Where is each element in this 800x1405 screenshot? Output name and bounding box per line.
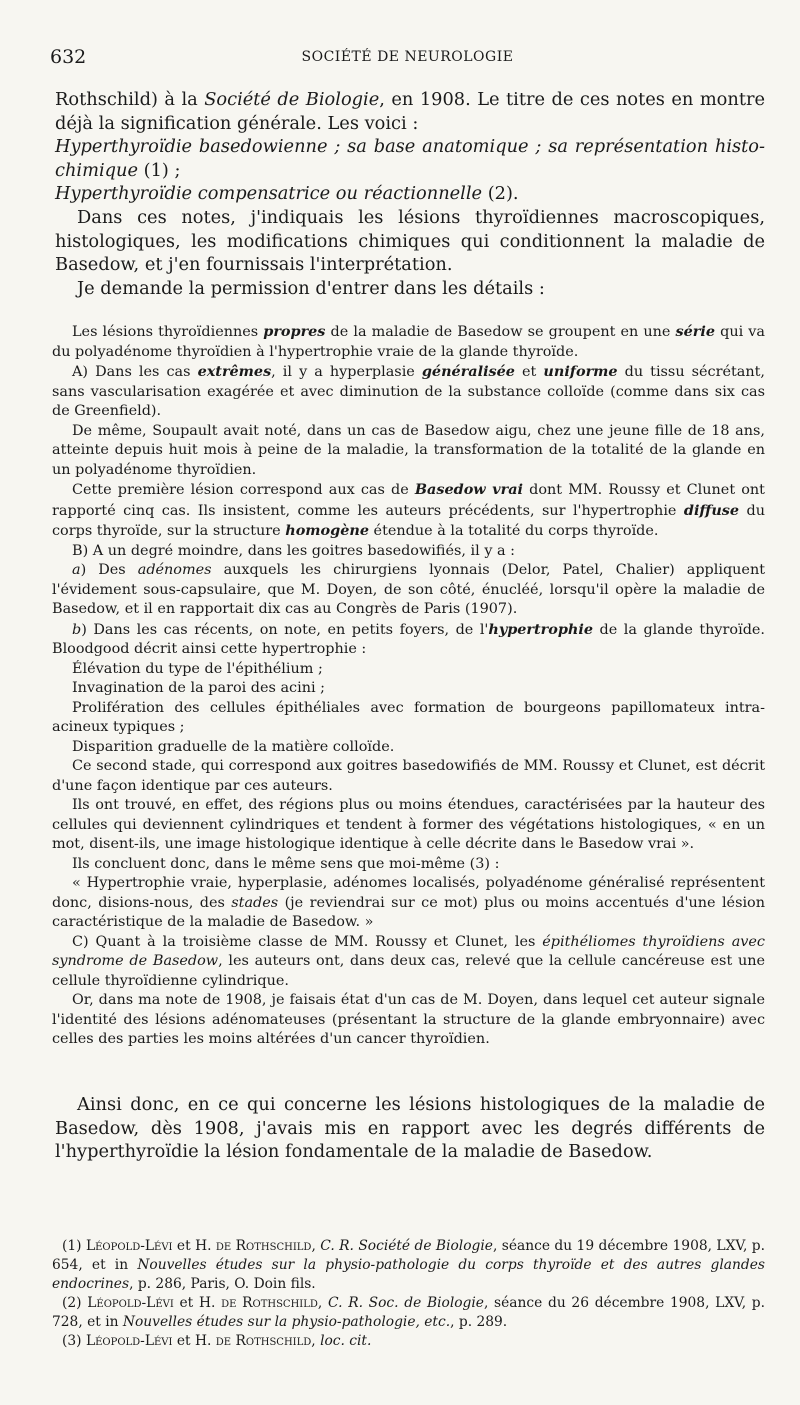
conclusion-text (55, 1093, 765, 1164)
running-title: SOCIÉTÉ DE NEUROLOGIE (301, 49, 514, 65)
paragraph: a) Des adénomes auxquels les chirurgiens lyonnais (Delor, Patel, Chalier) appliquent l'évidement sous-capsulaire, que M. Doyen, de son côté, énucléé, lorsqu'il opère la maladie de Basedow, et il en rapportait dix cas au Congrès de Paris (1907). (52, 562, 765, 617)
paragraph: Disparition graduelle de la matière colloïde. (72, 738, 395, 755)
paragraph: C) Quant à la troisième classe de MM. Roussy et Clunet, les épithéliomes thyroïdiens avec syndrome de Basedow, les auteurs ont, dans deux cas, relevé que la cellule cancéreuse est une cellule thyroïdienne cylindrique. (52, 933, 765, 989)
page-number: 632 (50, 46, 87, 68)
paragraph: Cette première lésion correspond aux cas de Basedow vrai dont MM. Roussy et Clunet ont rapporté cinq cas. Ils insistent, comme les auteurs précédents, sur l'hypertrophie diffuse du corps thyroïde, sur la structure homogène étendue à la totalité du corps thyroïde. (52, 481, 765, 539)
paragraph: Ils concluent donc, dans le même sens que moi-même (3) : (72, 855, 500, 872)
intro-text (55, 88, 765, 300)
paragraph: Hyperthyroïdie basedowienne ; sa base anatomique ; sa représentation histo-chimique (1) ; (55, 136, 765, 181)
paragraph: A) Dans les cas extrêmes, il y a hyperplasie généralisée et uniforme du tissu sécrétant, sans vascularisation exagérée et avec diminution de la substance colloïde (comme dans six cas de Greenfield). (52, 363, 765, 419)
paragraph: Je demande la permission d'entrer dans les détails : (77, 277, 545, 299)
paragraph: « Hypertrophie vraie, hyperplasie, adénomes localisés, polyadénome généralisé représentent donc, disions-nous, des stades (je reviendrai sur ce mot) plus ou moins accentués d'une lésion caractéristique de la maladie de Basedow. » (52, 875, 765, 930)
paragraph: Or, dans ma note de 1908, je faisais état d'un cas de M. Doyen, dans lequel cet auteur signale l'identité des lésions adénomateuses (présentant la structure de la glande embryonnaire) avec celles des parties les moins altérées d'un cancer thyroïdien. (52, 992, 765, 1047)
paragraph: Ce second stade, qui correspond aux goitres basedowifiés de MM. Roussy et Clunet, est décrit d'une façon identique par ces auteurs. (52, 758, 765, 794)
running-header (50, 46, 765, 70)
paragraph: b) Dans les cas récents, on note, en petits foyers, de l'hypertrophie de la glande thyroïde. Bloodgood décrit ainsi cette hypertrophie : (52, 620, 766, 657)
paragraph: Prolifération des cellules épithéliales avec formation de bourgeons papillomateux intra-acineux typiques ; (52, 699, 765, 735)
paragraph: De même, Soupault avait noté, dans un cas de Basedow aigu, chez une jeune fille de 18 ans, atteinte depuis huit mois à peine de la maladie, la transformation de la totalité de la glande en un polyadénome thyroïdien. (52, 422, 765, 478)
footnote: (2) Léopold-Lévi et H. de Rothschild, C. R. Soc. de Biologie, séance du 26 décembre 1908, LXV, p. 728, et in Nouvelles études sur la physio-pathologie, etc., p. 289. (52, 1295, 766, 1330)
footnote: (1) Léopold-Lévi et H. de Rothschild, C. R. Société de Biologie, séance du 19 décembre 1908, LXV, p. 654, et in Nouvelles études sur la physio-pathologie du corps thyroïde et des autres glandes endocrines, p. 286, Paris, O. Doin fils. (52, 1238, 765, 1292)
footnote: (3) Léopold-Lévi et H. de Rothschild, loc. cit. (62, 1333, 372, 1349)
paragraph: Les lésions thyroïdiennes propres de la maladie de Basedow se groupent en une série qui va du polyadénome thyroïdien à l'hypertrophie vraie de la glande thyroïde. (52, 323, 765, 360)
paragraph: B) A un degré moindre, dans les goitres basedowifiés, il y a : (72, 542, 516, 559)
paragraph: Rothschild) à la Société de Biologie, en 1908. Le titre de ces notes en montre déjà la signification générale. Les voici : (55, 89, 766, 134)
footnotes (52, 1237, 765, 1351)
paragraph: Invagination de la paroi des acini ; (72, 680, 326, 696)
paragraph: Ils ont trouvé, en effet, des régions plus ou moins étendues, caractérisées par la hauteur des cellules qui deviennent cylindriques et tendent à former des végétations histologiques, « en un mot, disent-ils, une image histologique identique à celle décrite dans le Basedow vrai ». (52, 797, 765, 852)
paragraph: Ainsi donc, en ce qui concerne les lésions histologiques de la maladie de Basedow, dès 1908, j'avais mis en rapport avec les degrés différents de l'hyperthyroïdie la lésion fondamentale de la maladie de Basedow. (55, 1094, 765, 1163)
paragraph: Élévation du type de l'épithélium ; (72, 660, 323, 677)
paragraph: Dans ces notes, j'indiquais les lésions thyroïdiennes macroscopiques, histologiques, les modifications chimiques qui conditionnent la maladie de Basedow, et j'en fournissais l'interprétation. (55, 206, 765, 276)
paragraph: Hyperthyroïdie compensatrice ou réactionnelle (2). (55, 183, 519, 205)
detail-text (52, 322, 765, 1050)
